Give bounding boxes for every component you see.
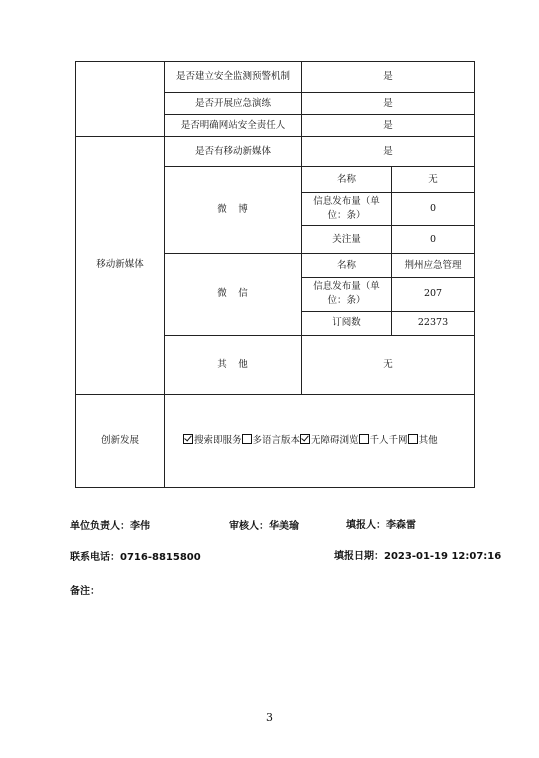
option-label: 无障碍浏览 xyxy=(311,434,359,446)
option-label: 其他 xyxy=(418,434,438,446)
wechat-posts-value: 207 xyxy=(392,278,475,311)
contact-phone: 联系电话：0716-8815800 xyxy=(70,552,201,563)
filler: 填报人：李森雷 xyxy=(346,520,416,531)
innovation-option xyxy=(359,435,408,446)
checkbox-icon xyxy=(300,434,310,444)
checkbox-icon xyxy=(242,434,252,444)
wechat-posts-label: 信息发布量（单位：条） xyxy=(302,278,392,311)
row-label: 是否明确网站安全责任人 xyxy=(165,115,302,137)
table-row xyxy=(76,394,475,487)
has-mobile-label: 是否有移动新媒体 xyxy=(165,137,302,167)
checkbox-icon xyxy=(408,434,418,444)
weibo-posts-value: 0 xyxy=(392,193,475,226)
wechat-label: 微 信 xyxy=(165,254,302,335)
wechat-subs-value: 22373 xyxy=(392,311,475,335)
innovation-options xyxy=(165,394,475,487)
weibo-posts-label: 信息发布量（单位：条） xyxy=(302,193,392,226)
innovation-option xyxy=(183,435,242,446)
row-label: 是否建立安全监测预警机制 xyxy=(165,62,302,93)
other-label: 其 他 xyxy=(165,335,302,394)
blank-cell xyxy=(76,62,165,137)
wechat-name-value: 荆州应急管理 xyxy=(392,254,475,278)
weibo-follow-value: 0 xyxy=(392,226,475,254)
weibo-label: 微 博 xyxy=(165,167,302,254)
row-value: 是 xyxy=(302,115,475,137)
wechat-name-label: 名称 xyxy=(302,254,392,278)
option-label: 多语言版本 xyxy=(252,434,301,446)
fill-date: 填报日期：2023-01-19 12:07:16 xyxy=(334,551,502,562)
report-table xyxy=(75,61,475,488)
page-number: 3 xyxy=(266,711,273,724)
innovation-label: 创新发展 xyxy=(76,394,165,487)
wechat-subs-label: 订阅数 xyxy=(302,311,392,335)
remarks: 备注： xyxy=(70,586,100,597)
option-label: 搜索即服务 xyxy=(194,434,242,446)
responsible-person: 单位负责人：李伟 xyxy=(70,521,150,532)
checkbox-icon xyxy=(359,434,369,444)
row-value: 是 xyxy=(302,93,475,115)
weibo-follow-label: 关注量 xyxy=(302,226,392,254)
row-value: 是 xyxy=(302,62,475,93)
other-value: 无 xyxy=(302,335,475,394)
reviewer: 审核人：华美瑜 xyxy=(229,521,299,532)
innovation-option xyxy=(300,435,359,446)
innovation-option xyxy=(242,435,301,446)
checkbox-icon xyxy=(183,434,193,444)
mobile-media-section-label: 移动新媒体 xyxy=(76,137,165,395)
table-row xyxy=(76,62,475,93)
row-label: 是否开展应急演练 xyxy=(165,93,302,115)
has-mobile-value: 是 xyxy=(302,137,475,167)
weibo-name-value: 无 xyxy=(392,167,475,193)
table-row xyxy=(76,137,475,167)
option-label: 千人千网 xyxy=(369,434,408,446)
weibo-name-label: 名称 xyxy=(302,167,392,193)
innovation-option xyxy=(408,435,438,446)
